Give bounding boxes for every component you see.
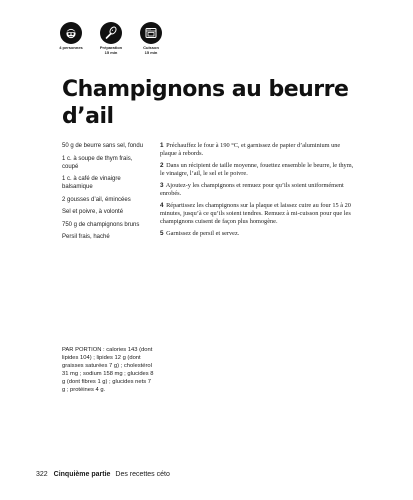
step-item bbox=[160, 142, 358, 158]
cooking-label: Cuisson 15 min bbox=[143, 45, 159, 55]
ingredient-item: 50 g de beurre sans sel, fondu bbox=[62, 143, 144, 149]
oven-icon bbox=[140, 22, 162, 44]
step-number: 3 bbox=[160, 181, 164, 189]
preparation-label: Préparation 15 min bbox=[99, 45, 123, 55]
step-number: 4 bbox=[160, 201, 164, 209]
page-number: 322 bbox=[36, 471, 48, 478]
ingredient-item: 750 g de champignons bruns bbox=[62, 221, 140, 228]
preparation-info bbox=[96, 22, 126, 55]
whisk-icon bbox=[100, 22, 122, 44]
ingredient-item: Persil frais, haché bbox=[62, 234, 110, 240]
cooking-info bbox=[136, 22, 166, 55]
step-item bbox=[160, 230, 358, 238]
ingredient-item: Sel et poivre, à volonté bbox=[62, 209, 124, 215]
servings-info bbox=[56, 22, 86, 55]
step-item bbox=[160, 202, 358, 227]
step-text: Préchauffez le four à 190 °C, et garnissez de papier d’aluminium une plaque à rebords. bbox=[160, 142, 341, 158]
ingredient-item: 1 c. à soupe de thym frais, coupé bbox=[62, 155, 133, 170]
part-title: Cinquième partie bbox=[53, 471, 111, 478]
step-text: Garnissez de persil et servez. bbox=[166, 229, 240, 237]
section-title: Des recettes céto bbox=[115, 471, 170, 478]
recipe-title: Champignons au beurre d’ail bbox=[62, 77, 349, 129]
step-number: 5 bbox=[160, 229, 164, 237]
page-footer bbox=[36, 470, 170, 479]
servings-icon bbox=[60, 22, 82, 44]
step-text: Dans un récipient de taille moyenne, fouettez ensemble le beurre, le thym, le vinaigre, l’ail, le sel et le poivre. bbox=[160, 161, 354, 178]
recipe-info-icons bbox=[56, 22, 166, 55]
step-number: 2 bbox=[160, 161, 164, 169]
step-item bbox=[160, 162, 358, 178]
ingredient-item: 2 gousses d’ail, émincées bbox=[62, 196, 131, 203]
step-text: Répartissez les champignons sur la plaque et laissez cuire au four 15 à 20 minutes, jusqu’à ce qu’ils soient tendres. Remuez à mi-cuisson pour que les champignons cuisent de façon plus homogène. bbox=[160, 201, 351, 226]
ingredient-item: 1 c. à café de vinaigre balsamique bbox=[62, 176, 121, 190]
servings-label: 4 personnes bbox=[59, 45, 83, 50]
step-item bbox=[160, 182, 358, 198]
ingredients-list bbox=[62, 142, 150, 246]
steps-list bbox=[160, 142, 358, 242]
step-number: 1 bbox=[160, 142, 164, 149]
nutrition-info: PAR PORTION : calories 143 (dont lipides 104) ; lipides 12 g (dont graisses saturées 7 g) ; cholestérol 31 mg ; sodium 158 mg ; glucides 8 g (dont fibres 1 g) ; glucides nets 7 g ; protéines 4 g. bbox=[62, 347, 154, 393]
step-text: Ajoutez-y les champignons et remuez pour qu’ils soient uniformément enrobés. bbox=[160, 181, 344, 198]
